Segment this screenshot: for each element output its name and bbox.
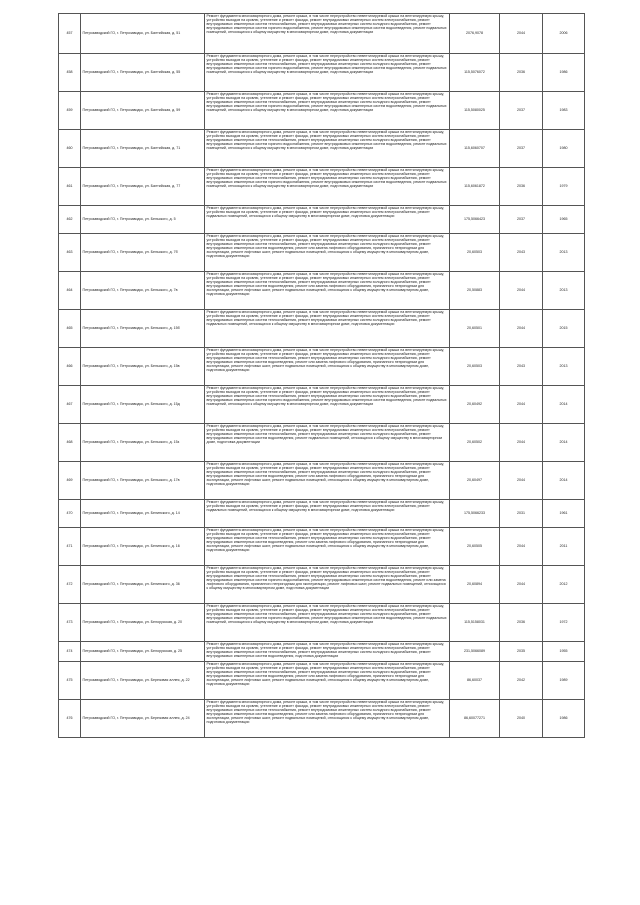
address-cell: Петрозаводский ГО, г. Петрозаводск, ул. Березовая аллея, д. 24: [81, 700, 205, 738]
table-row: [59, 272, 585, 310]
area-cell: 20,60503: [450, 234, 500, 272]
area-cell: 20,60501: [450, 310, 500, 348]
address-cell: Петрозаводский ГО, г. Петрозаводск, ул. Балтийская, д. 51: [81, 14, 205, 54]
year-built-cell: 2006: [543, 14, 585, 54]
year-built-cell: 1965: [543, 206, 585, 234]
row-number: 461: [59, 168, 81, 206]
row-number: 472: [59, 566, 81, 604]
address-cell: Петрозаводский ГО, г. Петрозаводск, ул. Белорусская, д. 20: [81, 604, 205, 642]
table-row: [59, 386, 585, 424]
year-built-cell: 2014: [543, 386, 585, 424]
works-cell: Ремонт фундамента многоквартирного дома, ремонт крыши, в том числе переустройство невентилируемой крыши на вентилируемую крышу, устройство выходов на кровлю, утепление и ремонт фасада, ремонт внутридомовых инженерных систем электроснабжения, ремонт внутридомовых инженерных систем теплоснабжения, ремонт внутридомовых инженерных систем холодного водоснабжения, ремонт внутридомовых инженерных систем водоотведения, ремонт или замена лифтового оборудования, признанного непригодным для эксплуатации, ремонт лифтовых шахт, ремонт подвальных помещений, относящихся к общему имуществу в многоквартирном доме, подготовка документации: [205, 700, 450, 738]
table-row: [59, 130, 585, 168]
area-cell: 115,5076072: [450, 54, 500, 92]
works-cell: Ремонт фундамента многоквартирного дома, ремонт крыши, в том числе переустройство невентилируемой крыши на вентилируемую крышу, устройство выходов на кровлю, утепление и ремонт фасада, ремонт внутридомовых инженерных систем электроснабжения, ремонт внутридомовых инженерных систем теплоснабжения, ремонт внутридомовых инженерных систем холодного водоснабжения, ремонт подвальных помещений, относящихся к общему имуществу в многоквартирном доме, подготовка документации: [205, 310, 450, 348]
table-row: [59, 168, 585, 206]
table-row: [59, 348, 585, 386]
year-planned-cell: 2043: [500, 348, 543, 386]
year-built-cell: 2014: [543, 462, 585, 500]
area-cell: 175,5066423: [450, 206, 500, 234]
year-built-cell: 2014: [543, 424, 585, 462]
works-cell: Ремонт фундамента многоквартирного дома, ремонт крыши, в том числе переустройство невентилируемой крыши на вентилируемую крышу, устройство выходов на кровлю, утепление и ремонт фасада, ремонт внутридомовых инженерных систем электроснабжения, ремонт внутридомовых инженерных систем теплоснабжения, ремонт внутридомовых инженерных систем холодного водоснабжения, ремонт внутридомовых инженерных систем водоотведения, ремонт или замена лифтового оборудования, признанного непригодным для эксплуатации, ремонт лифтовых шахт, ремонт подвальных помещений, относящихся к общему имуществу в многоквартирном доме, подготовка документации: [205, 348, 450, 386]
row-number: 458: [59, 54, 81, 92]
works-cell: Ремонт фундамента многоквартирного дома, ремонт крыши, в том числе переустройство невентилируемой крыши на вентилируемую крышу, устройство выходов на кровлю, утепление и ремонт фасада, ремонт внутридомовых инженерных систем электроснабжения, ремонт внутридомовых инженерных систем теплоснабжения, ремонт внутридомовых инженерных систем холодного водоснабжения, ремонт внутридомовых инженерных систем водоотведения, ремонт подвальных помещений, относящихся к общему имуществу в многоквартирном доме, подготовка документации: [205, 424, 450, 462]
year-planned-cell: 2031: [500, 500, 543, 528]
address-cell: Петрозаводский ГО, г. Петрозаводск, ул. Березовая аллея, д. 22: [81, 662, 205, 700]
row-number: 468: [59, 424, 81, 462]
year-planned-cell: 2044: [500, 386, 543, 424]
table-row: [59, 206, 585, 234]
address-cell: Петрозаводский ГО, г. Петрозаводск, ул. Бельского, д. 15з: [81, 424, 205, 462]
year-planned-cell: 2036: [500, 168, 543, 206]
year-planned-cell: 2036: [500, 604, 543, 642]
year-built-cell: 1972: [543, 604, 585, 642]
row-number: 462: [59, 206, 81, 234]
row-number: 470: [59, 500, 81, 528]
table-row: [59, 234, 585, 272]
address-cell: Петрозаводский ГО, г. Петрозаводск, ул. Белинского, д. 36: [81, 566, 205, 604]
row-number: 466: [59, 348, 81, 386]
year-built-cell: 2015: [543, 310, 585, 348]
works-cell: Ремонт фундамента многоквартирного дома, ремонт крыши, в том числе переустройство невентилируемой крыши на вентилируемую крышу, устройство выходов на кровлю, утепление и ремонт фасада, ремонт внутридомовых инженерных систем электроснабжения, ремонт внутридомовых инженерных систем теплоснабжения, ремонт внутридомовых инженерных систем холодного водоснабжения, ремонт внутридомовых инженерных систем горячего водоснабжения, ремонт внутридомовых инженерных систем водоотведения, ремонт подвальных помещений, относящихся к общему имуществу в многоквартирном доме, подготовка документации: [205, 604, 450, 642]
year-built-cell: 1986: [543, 700, 585, 738]
year-built-cell: 1961: [543, 500, 585, 528]
table-row: [59, 14, 585, 54]
year-planned-cell: 2044: [500, 310, 543, 348]
works-cell: Ремонт фундамента многоквартирного дома, ремонт крыши, в том числе переустройство невентилируемой крыши на вентилируемую крышу, устройство выходов на кровлю, утепление и ремонт фасада, ремонт внутридомовых инженерных систем электроснабжения, ремонт внутридомовых инженерных систем теплоснабжения, ремонт внутридомовых инженерных систем холодного водоснабжения, ремонт внутридомовых инженерных систем горячего водоснабжения, ремонт внутридомовых инженерных систем водоотведения, ремонт подвальных помещений, относящихся к общему имуществу в многоквартирном доме, подготовка документации: [205, 130, 450, 168]
area-cell: 20,60497: [450, 462, 500, 500]
works-cell: Ремонт фундамента многоквартирного дома, ремонт крыши, в том числе переустройство невентилируемой крыши на вентилируемую крышу, устройство выходов на кровлю, утепление и ремонт фасада, ремонт внутридомовых инженерных систем электроснабжения, ремонт подвальных помещений, относящихся к общему имуществу в многоквартирном доме, подготовка документации: [205, 206, 450, 234]
year-built-cell: 2013: [543, 234, 585, 272]
table-row: [59, 462, 585, 500]
row-number: 474: [59, 642, 81, 662]
table-row: [59, 604, 585, 642]
address-cell: Петрозаводский ГО, г. Петрозаводск, ул. Бельского, д. 7в: [81, 272, 205, 310]
year-built-cell: 2012: [543, 566, 585, 604]
year-planned-cell: 2044: [500, 566, 543, 604]
area-cell: 86,60077271: [450, 700, 500, 738]
area-cell: 20,60505: [450, 528, 500, 566]
table-row: [59, 700, 585, 738]
row-number: 459: [59, 92, 81, 130]
area-cell: 20,60492: [450, 386, 500, 424]
year-built-cell: 1983: [543, 92, 585, 130]
year-built-cell: 1955: [543, 642, 585, 662]
year-built-cell: 2013: [543, 348, 585, 386]
address-cell: Петрозаводский ГО, г. Петрозаводск, ул. Бельского, д. 7б: [81, 234, 205, 272]
row-number: 469: [59, 462, 81, 500]
works-cell: Ремонт фундамента многоквартирного дома, ремонт крыши, в том числе переустройство невентилируемой крыши на вентилируемую крышу, устройство выходов на кровлю, утепление и ремонт фасада, ремонт внутридомовых инженерных систем электроснабжения, ремонт внутридомовых инженерных систем теплоснабжения, ремонт внутридомовых инженерных систем холодного водоснабжения, ремонт внутридомовых инженерных систем горячего водоснабжения, ремонт внутридомовых инженерных систем водоотведения, ремонт подвальных помещений, относящихся к общему имуществу в многоквартирном доме, подготовка документации: [205, 168, 450, 206]
area-cell: 231,5066089: [450, 642, 500, 662]
address-cell: Петрозаводский ГО, г. Петрозаводск, ул. Балтийская, д. 55: [81, 54, 205, 92]
year-planned-cell: 2044: [500, 528, 543, 566]
works-cell: Ремонт фундамента многоквартирного дома, ремонт крыши, в том числе переустройство невентилируемой крыши на вентилируемую крышу, устройство выходов на кровлю, утепление и ремонт фасада, ремонт внутридомовых инженерных систем электроснабжения, ремонт внутридомовых инженерных систем теплоснабжения, ремонт внутридомовых инженерных систем холодного водоснабжения, ремонт внутридомовых инженерных систем горячего водоснабжения, ремонт внутридомовых инженерных систем водоотведения, ремонт подвальных помещений, относящихся к общему имуществу в многоквартирном доме, подготовка документации: [205, 54, 450, 92]
year-planned-cell: 2044: [500, 424, 543, 462]
year-planned-cell: 2037: [500, 130, 543, 168]
year-planned-cell: 2044: [500, 272, 543, 310]
capital-repair-table: [58, 13, 585, 738]
area-cell: 20,50883: [450, 272, 500, 310]
row-number: 465: [59, 310, 81, 348]
table-row: [59, 310, 585, 348]
area-cell: 20,60502: [450, 424, 500, 462]
year-built-cell: 2011: [543, 528, 585, 566]
address-cell: Петрозаводский ГО, г. Петрозаводск, ул. Бельского, д. 15в: [81, 348, 205, 386]
year-planned-cell: 2044: [500, 14, 543, 54]
row-number: 475: [59, 662, 81, 700]
table-row: [59, 92, 585, 130]
address-cell: Петрозаводский ГО, г. Петрозаводск, ул. Белорусская, д. 25: [81, 642, 205, 662]
address-cell: Петрозаводский ГО, г. Петрозаводск, ул. Бельского, д. 15б: [81, 310, 205, 348]
area-cell: 20,60894: [450, 566, 500, 604]
works-cell: Ремонт фундамента многоквартирного дома, ремонт крыши, в том числе переустройство невентилируемой крыши на вентилируемую крышу, устройство выходов на кровлю, утепление и ремонт фасада, ремонт внутридомовых инженерных систем электроснабжения, ремонт внутридомовых инженерных систем теплоснабжения, ремонт внутридомовых инженерных систем холодного водоснабжения, ремонт внутридомовых инженерных систем водоотведения, подготовка документации: [205, 642, 450, 662]
year-built-cell: 1980: [543, 130, 585, 168]
year-built-cell: 1979: [543, 168, 585, 206]
works-cell: Ремонт фундамента многоквартирного дома, ремонт крыши, в том числе переустройство невентилируемой крыши на вентилируемую крышу, устройство выходов на кровлю, утепление и ремонт фасада, ремонт внутридомовых инженерных систем электроснабжения, ремонт внутридомовых инженерных систем теплоснабжения, ремонт внутридомовых инженерных систем холодного водоснабжения, ремонт внутридомовых инженерных систем горячего водоснабжения, ремонт внутридомовых инженерных систем водоотведения, ремонт подвальных помещений, относящихся к общему имуществу в многоквартирном доме, подготовка документации: [205, 92, 450, 130]
year-planned-cell: 2035: [500, 642, 543, 662]
area-cell: 86,60037: [450, 662, 500, 700]
year-built-cell: 2013: [543, 272, 585, 310]
works-cell: Ремонт фундамента многоквартирного дома, ремонт крыши, в том числе переустройство невентилируемой крыши на вентилируемую крышу, устройство выходов на кровлю, утепление и ремонт фасада, ремонт внутридомовых инженерных систем электроснабжения, ремонт внутридомовых инженерных систем теплоснабжения, ремонт внутридомовых инженерных систем холодного водоснабжения, ремонт внутридомовых инженерных систем водоотведения, ремонт или замена лифтового оборудования, признанного непригодным для эксплуатации, ремонт лифтовых шахт, ремонт подвальных помещений, относящихся к общему имуществу в многоквартирном доме, подготовка документации: [205, 462, 450, 500]
table-row: [59, 54, 585, 92]
year-planned-cell: 2037: [500, 92, 543, 130]
works-cell: Ремонт фундамента многоквартирного дома, ремонт крыши, в том числе переустройство невентилируемой крыши на вентилируемую крышу, устройство выходов на кровлю, утепление и ремонт фасада, ремонт внутридомовых инженерных систем электроснабжения, ремонт внутридомовых инженерных систем теплоснабжения, ремонт внутридомовых инженерных систем холодного водоснабжения, ремонт внутридомовых инженерных систем водоотведения, ремонт или замена лифтового оборудования, признанного непригодным для эксплуатации, ремонт лифтовых шахт, ремонт подвальных помещений, относящихся к общему имуществу в многоквартирном доме, подготовка документации: [205, 528, 450, 566]
row-number: 464: [59, 272, 81, 310]
address-cell: Петрозаводский ГО, г. Петрозаводск, ул. Белинского, д. 16: [81, 528, 205, 566]
table-row: [59, 424, 585, 462]
works-cell: Ремонт фундамента многоквартирного дома, ремонт крыши, в том числе переустройство невентилируемой крыши на вентилируемую крышу, устройство выходов на кровлю, утепление и ремонт фасада, ремонт внутридомовых инженерных систем электроснабжения, ремонт внутридомовых инженерных систем теплоснабжения, ремонт внутридомовых инженерных систем холодного водоснабжения, ремонт внутридомовых инженерных систем горячего водоснабжения, ремонт внутридомовых инженерных систем водоотведения, ремонт или замена лифтового оборудования, признанного непригодным для эксплуатации, ремонт лифтовых шахт, ремонт подвальных помещений, относящихся к общему имуществу в многоквартирном доме, подготовка документации: [205, 566, 450, 604]
year-planned-cell: 2037: [500, 206, 543, 234]
works-cell: Ремонт фундамента многоквартирного дома, ремонт крыши, в том числе переустройство невентилируемой крыши на вентилируемую крышу, устройство выходов на кровлю, утепление и ремонт фасада, ремонт внутридомовых инженерных систем электроснабжения, ремонт внутридомовых инженерных систем теплоснабжения, ремонт внутридомовых инженерных систем холодного водоснабжения, ремонт внутридомовых инженерных систем горячего водоснабжения, ремонт внутридомовых инженерных систем водоотведения, ремонт подвальных помещений, относящихся к общему имуществу в многоквартирном доме, подготовка документации: [205, 386, 450, 424]
area-cell: 115,5080025: [450, 92, 500, 130]
address-cell: Петрозаводский ГО, г. Петрозаводск, ул. Бельского, д. 5: [81, 206, 205, 234]
area-cell: 115,5158031: [450, 604, 500, 642]
table-row: [59, 566, 585, 604]
address-cell: Петрозаводский ГО, г. Петрозаводск, ул. Балтийская, д. 59: [81, 92, 205, 130]
area-cell: 175,5066233: [450, 500, 500, 528]
year-planned-cell: 2044: [500, 462, 543, 500]
row-number: 460: [59, 130, 81, 168]
year-planned-cell: 2043: [500, 234, 543, 272]
area-cell: 115,6060707: [450, 130, 500, 168]
year-built-cell: 1986: [543, 54, 585, 92]
area-cell: 115,6061872: [450, 168, 500, 206]
address-cell: Петрозаводский ГО, г. Петрозаводск, ул. Балтийская, д. 71: [81, 130, 205, 168]
address-cell: Петрозаводский ГО, г. Петрозаводск, ул. Бельского, д. 17в: [81, 462, 205, 500]
works-cell: Ремонт фундамента многоквартирного дома, ремонт крыши, в том числе переустройство невентилируемой крыши на вентилируемую крышу, устройство выходов на кровлю, утепление и ремонт фасада, ремонт внутридомовых инженерных систем электроснабжения, ремонт внутридомовых инженерных систем теплоснабжения, ремонт внутридомовых инженерных систем холодного водоснабжения, ремонт внутридомовых инженерных систем горячего водоснабжения, ремонт внутридомовых инженерных систем водоотведения, ремонт подвальных помещений, относящихся к общему имуществу в многоквартирном доме, подготовка документации: [205, 14, 450, 54]
row-number: 463: [59, 234, 81, 272]
works-cell: Ремонт фундамента многоквартирного дома, ремонт крыши, в том числе переустройство невентилируемой крыши на вентилируемую крышу, устройство выходов на кровлю, утепление и ремонт фасада, ремонт внутридомовых инженерных систем электроснабжения, ремонт внутридомовых инженерных систем теплоснабжения, ремонт внутридомовых инженерных систем холодного водоснабжения, ремонт внутридомовых инженерных систем водоотведения, ремонт или замена лифтового оборудования, признанного непригодным для эксплуатации, ремонт лифтовых шахт, ремонт подвальных помещений, относящихся к общему имуществу в многоквартирном доме, подготовка документации: [205, 272, 450, 310]
row-number: 471: [59, 528, 81, 566]
year-planned-cell: 2036: [500, 54, 543, 92]
table-row: [59, 528, 585, 566]
address-cell: Петрозаводский ГО, г. Петрозаводск, ул. Белинского, д. 14: [81, 500, 205, 528]
area-cell: 2076,9078: [450, 14, 500, 54]
works-cell: Ремонт фундамента многоквартирного дома, ремонт крыши, в том числе переустройство невентилируемой крыши на вентилируемую крышу, устройство выходов на кровлю, утепление и ремонт фасада, ремонт внутридомовых инженерных систем электроснабжения, ремонт внутридомовых инженерных систем теплоснабжения, ремонт внутридомовых инженерных систем холодного водоснабжения, ремонт внутридомовых инженерных систем водоотведения, ремонт или замена лифтового оборудования, признанного непригодным для эксплуатации, ремонт лифтовых шахт, ремонт подвальных помещений, относящихся к общему имуществу в многоквартирном доме, подготовка документации: [205, 234, 450, 272]
address-cell: Петрозаводский ГО, г. Петрозаводск, ул. Бельского, д. 15д: [81, 386, 205, 424]
works-cell: Ремонт фундамента многоквартирного дома, ремонт крыши, в том числе переустройство невентилируемой крыши на вентилируемую крышу, устройство выходов на кровлю, утепление и ремонт фасада, ремонт внутридомовых инженерных систем электроснабжения, ремонт внутридомовых инженерных систем теплоснабжения, ремонт внутридомовых инженерных систем холодного водоснабжения, ремонт внутридомовых инженерных систем водоотведения, ремонт или замена лифтового оборудования, признанного непригодным для эксплуатации, ремонт лифтовых шахт, ремонт подвальных помещений, относящихся к общему имуществу в многоквартирном доме, подготовка документации: [205, 662, 450, 700]
works-cell: Ремонт фундамента многоквартирного дома, ремонт крыши, в том числе переустройство невентилируемой крыши на вентилируемую крышу, устройство выходов на кровлю, утепление и ремонт фасада, ремонт внутридомовых инженерных систем электроснабжения, ремонт подвальных помещений, относящихся к общему имуществу в многоквартирном доме, подготовка документации: [205, 500, 450, 528]
row-number: 476: [59, 700, 81, 738]
table-row: [59, 662, 585, 700]
table-body: [59, 14, 585, 738]
row-number: 467: [59, 386, 81, 424]
table-row: [59, 500, 585, 528]
year-planned-cell: 2042: [500, 662, 543, 700]
area-cell: 20,60503: [450, 348, 500, 386]
year-planned-cell: 2040: [500, 700, 543, 738]
row-number: 457: [59, 14, 81, 54]
table-row: [59, 642, 585, 662]
year-built-cell: 1989: [543, 662, 585, 700]
address-cell: Петрозаводский ГО, г. Петрозаводск, ул. Балтийская, д. 77: [81, 168, 205, 206]
row-number: 473: [59, 604, 81, 642]
